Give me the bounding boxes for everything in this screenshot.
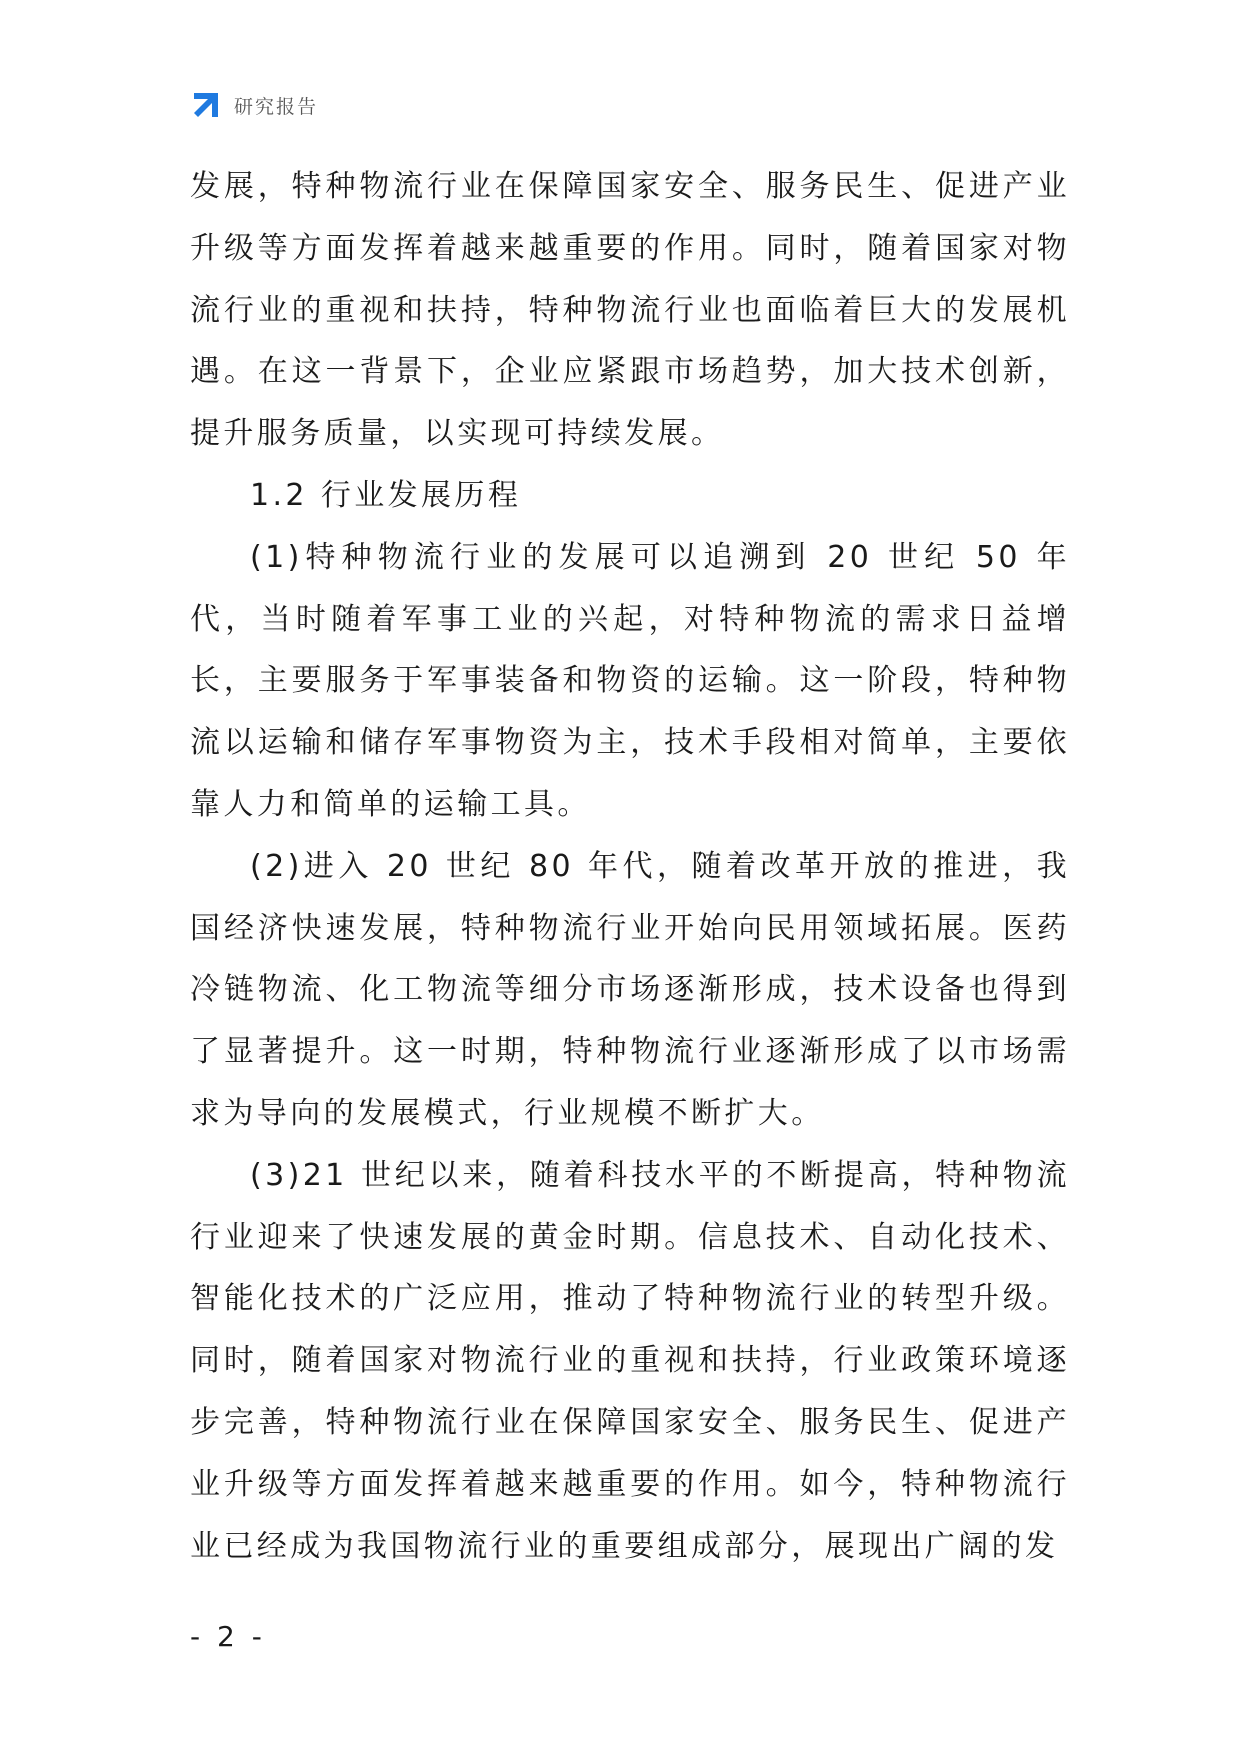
- page-number: - 2 -: [190, 1620, 266, 1653]
- paragraph-history-3: (3)21 世纪以来，随着科技水平的不断提高，特种物流行业迎来了快速发展的黄金时期。信息技术、自动化技术、智能化技术的广泛应用，推动了特种物流行业的转型升级。同时，随着国家对物流行业的重视和扶持，行业政策环境逐步完善，特种物流行业在保障国家安全、服务民生、促进产业升级等方面发挥着越来越重要的作用。如今，特种物流行业已经成为我国物流行业的重要组成部分，展现出广阔的发: [190, 1157, 1070, 1564]
- header-label: 研究报告: [234, 95, 319, 118]
- document-body: [190, 156, 1070, 1577]
- section-heading: 1.2 行业发展历程: [250, 477, 522, 513]
- paragraph-history-2: (2)进入 20 世纪 80 年代，随着改革开放的推进，我国经济快速发展，特种物流行业开始向民用领域拓展。医药冷链物流、化工物流等细分市场逐渐形成，技术设备也得到了显著提升。这一时期，特种物流行业逐渐形成了以市场需求为导向的发展模式，行业规模不断扩大。: [190, 848, 1070, 1131]
- paragraph-history-1: (1)特种物流行业的发展可以追溯到 20 世纪 50 年代，当时随着军事工业的兴起，对特种物流的需求日益增长，主要服务于军事装备和物资的运输。这一阶段，特种物流以运输和储存军事物资为主，技术手段相对简单，主要依靠人力和简单的运输工具。: [190, 539, 1070, 822]
- page-header: [190, 88, 318, 122]
- paragraph-continuation: 发展，特种物流行业在保障国家安全、服务民生、促进产业升级等方面发挥着越来越重要的作用。同时，随着国家对物流行业的重视和扶持，特种物流行业也面临着巨大的发展机遇。在这一背景下，企业应紧跟市场趋势，加大技术创新，提升服务质量，以实现可持续发展。: [190, 169, 1070, 452]
- arrow-up-right-icon: [190, 89, 222, 121]
